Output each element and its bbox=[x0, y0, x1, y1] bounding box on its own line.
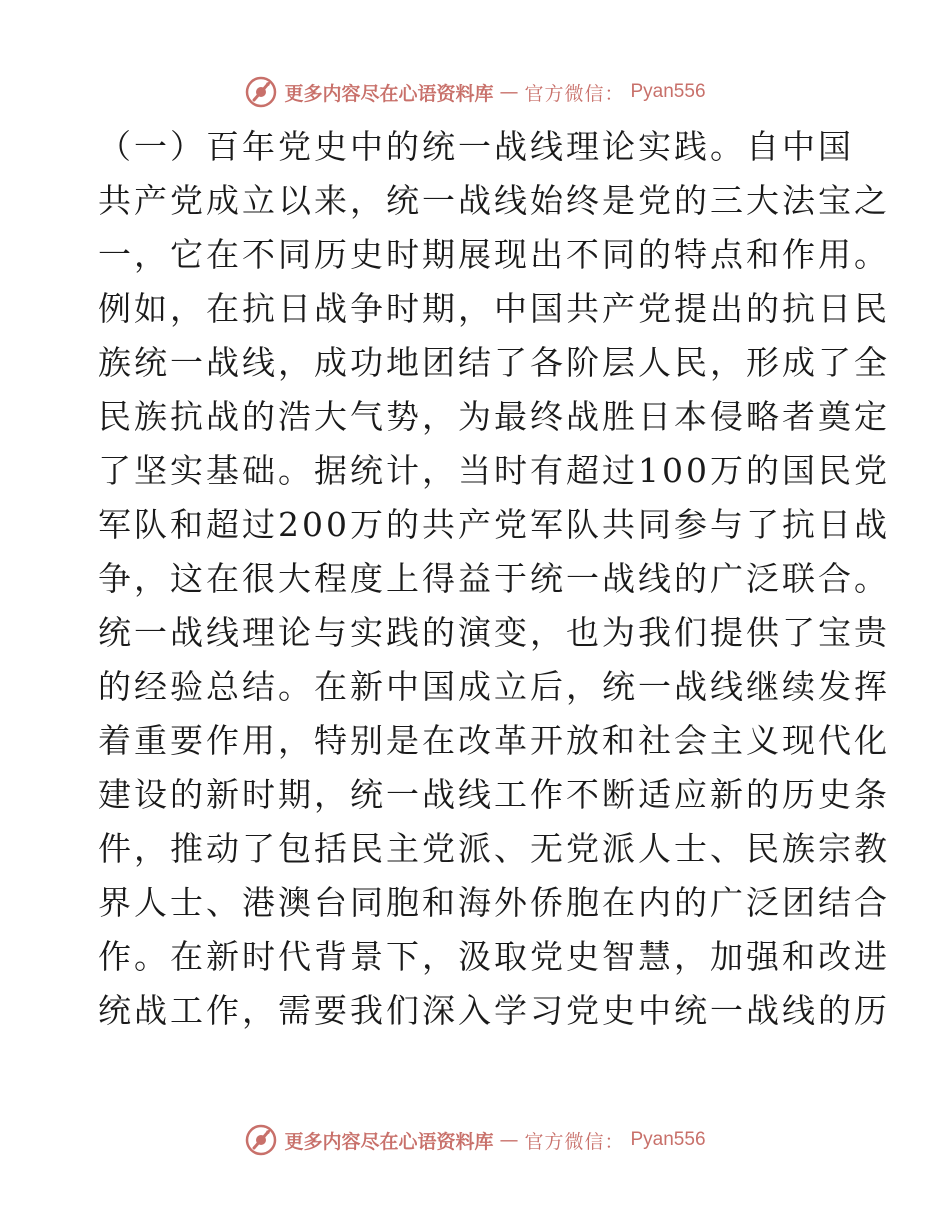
body-line: 件，推动了包括民主党派、无党派人士、民族宗教 bbox=[98, 829, 890, 868]
body-line: 争，这在很大程度上得益于统一战线的广泛联合。 bbox=[98, 559, 890, 598]
body-line: 一，它在不同历史时期展现出不同的特点和作用。 bbox=[98, 235, 890, 274]
header-watermark bbox=[0, 72, 950, 112]
watermark-brand-text: 更多内容尽在心语资料库 bbox=[284, 1130, 494, 1153]
document-body bbox=[98, 120, 890, 1038]
watermark-wechat-id: Pyan556 bbox=[630, 81, 706, 102]
body-line: 建设的新时期，统一战线工作不断适应新的历史条 bbox=[98, 775, 890, 814]
watermark-wechat-id: Pyan556 bbox=[630, 1129, 706, 1150]
body-line: 民族抗战的浩大气势，为最终战胜日本侵略者奠定 bbox=[98, 397, 890, 436]
body-line: 的经验总结。在新中国成立后，统一战线继续发挥 bbox=[98, 667, 890, 706]
brand-logo-icon bbox=[244, 1123, 278, 1157]
body-line: 了坚实基础。据统计，当时有超过100万的国民党 bbox=[98, 451, 890, 490]
body-line: 界人士、港澳台同胞和海外侨胞在内的广泛团结合 bbox=[98, 883, 890, 922]
footer-watermark bbox=[0, 1120, 950, 1160]
watermark-separator: — bbox=[499, 1129, 519, 1151]
body-line: 统战工作，需要我们深入学习党史中统一战线的历 bbox=[98, 991, 890, 1030]
brand-logo-icon bbox=[244, 75, 278, 109]
body-line: 共产党成立以来，统一战线始终是党的三大法宝之 bbox=[98, 181, 890, 220]
watermark-separator: — bbox=[499, 81, 519, 103]
body-line: 着重要作用，特别是在改革开放和社会主义现代化 bbox=[98, 721, 890, 760]
watermark-official-label: 官方微信： bbox=[524, 1130, 625, 1153]
body-line: 军队和超过200万的共产党军队共同参与了抗日战 bbox=[98, 505, 890, 544]
watermark-brand-text: 更多内容尽在心语资料库 bbox=[284, 82, 494, 105]
body-line: 例如，在抗日战争时期，中国共产党提出的抗日民 bbox=[98, 289, 890, 328]
body-line: 作。在新时代背景下，汲取党史智慧，加强和改进 bbox=[98, 937, 890, 976]
body-line: （一）百年党史中的统一战线理论实践。自中国 bbox=[98, 127, 854, 166]
body-line: 族统一战线，成功地团结了各阶层人民，形成了全 bbox=[98, 343, 890, 382]
body-line: 统一战线理论与实践的演变，也为我们提供了宝贵 bbox=[98, 613, 890, 652]
watermark-official-label: 官方微信： bbox=[524, 82, 625, 105]
